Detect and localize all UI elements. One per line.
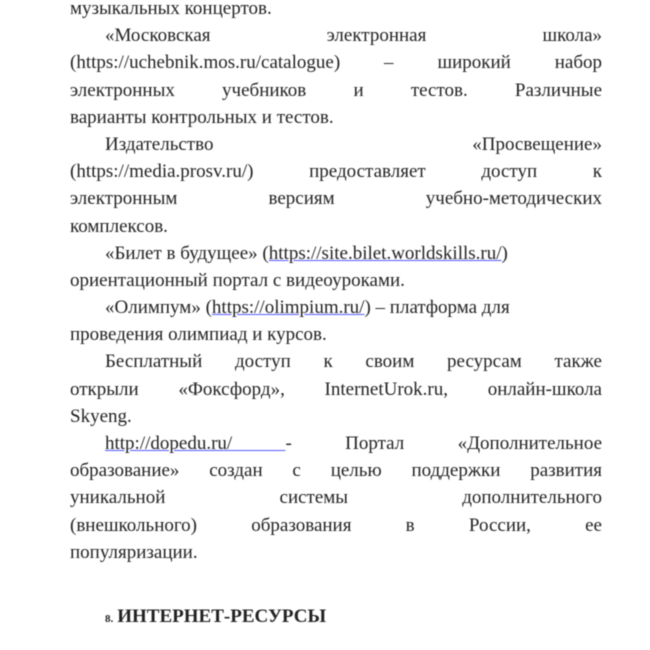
text-line xyxy=(70,539,602,566)
text-line xyxy=(70,185,602,212)
text-line xyxy=(70,294,602,321)
text-span: - Портал «Дополнительное xyxy=(285,433,602,454)
text-span: (https://uchebnik.mos.ru/catalogue) – широкий набор xyxy=(70,52,602,74)
text-line xyxy=(70,131,602,158)
hyperlink[interactable]: http://dopedu.ru/ xyxy=(105,433,286,454)
text-span: комплексов. xyxy=(70,215,168,237)
text-line xyxy=(70,376,602,403)
text-span: открыли «Фоксфорд», InternetUrok.ru, онлайн-школа xyxy=(70,378,602,400)
text-line xyxy=(70,49,602,76)
text-line xyxy=(70,213,602,240)
text-span: популяризации. xyxy=(70,541,198,563)
text-span: Бесплатный доступ к своим ресурсам также xyxy=(105,351,602,373)
document-body xyxy=(70,0,602,566)
text-span: музыкальных концертов. xyxy=(70,0,272,19)
text-span: электронных учебников и тестов. Различные xyxy=(70,79,602,101)
text-span: (https://media.prosv.ru/) предоставляет доступ к xyxy=(70,161,602,183)
section-heading xyxy=(105,606,326,628)
text-line xyxy=(70,0,602,22)
text-span: электронным версиям учебно-методических xyxy=(70,188,602,210)
text-span: образование» создан с целью поддержки развития xyxy=(70,460,602,482)
text-line xyxy=(70,457,602,484)
section-number: 8. xyxy=(105,613,114,625)
text-span: (внешкольного) образования в России, ее xyxy=(70,514,602,536)
text-line xyxy=(70,77,602,104)
text-line xyxy=(70,484,602,511)
text-line xyxy=(70,267,602,294)
text-span: ) xyxy=(501,242,508,264)
text-line xyxy=(70,158,602,185)
text-line xyxy=(70,512,602,539)
text-line xyxy=(70,22,602,49)
text-span: уникальной системы дополнительного xyxy=(70,487,602,509)
text-span: Skyeng. xyxy=(70,405,132,427)
hyperlink[interactable]: https://site.bilet.worldskills.ru/ xyxy=(268,242,502,264)
text-span: варианты контрольных и тестов. xyxy=(70,106,334,128)
text-line xyxy=(70,240,602,267)
text-span: «Олимпум» ( xyxy=(105,297,212,319)
text-span: ) – платформа для xyxy=(364,297,510,319)
text-span: ориентационный портал с видеоуроками. xyxy=(70,269,405,291)
hyperlink[interactable]: https://olimpium.ru/ xyxy=(211,297,365,319)
text-line xyxy=(70,104,602,131)
text-span: проведения олимпиад и курсов. xyxy=(70,324,327,346)
text-span: Издательство «Просвещение» xyxy=(105,133,602,155)
text-line xyxy=(70,403,602,430)
text-span: «Московская электронная школа» xyxy=(105,25,602,47)
text-span: «Билет в будущее» ( xyxy=(105,242,269,264)
text-line xyxy=(70,430,602,457)
text-line xyxy=(70,321,602,348)
section-title: ИНТЕРНЕТ-РЕСУРСЫ xyxy=(117,606,327,627)
text-line xyxy=(70,348,602,375)
